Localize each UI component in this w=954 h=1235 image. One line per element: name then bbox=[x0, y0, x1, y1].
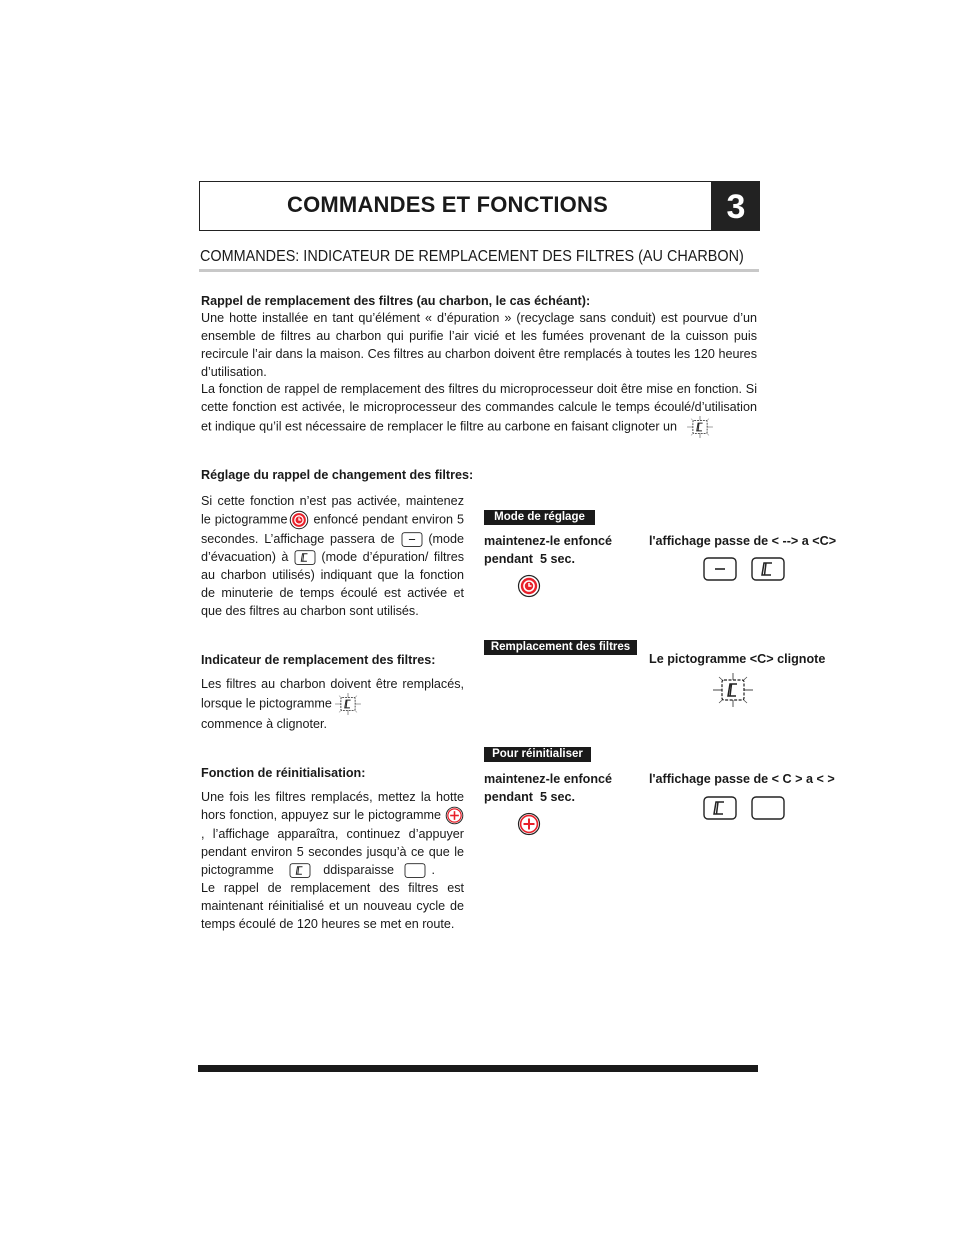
chapter-number: 3 bbox=[712, 181, 760, 231]
section3-text-b: , l’affichage apparaîtra, continuez d’appuyer pendant environ 5 secondes jusqu’à ce que le pictogramme bbox=[201, 827, 464, 878]
display-c-blinking-icon bbox=[687, 416, 713, 438]
display-c-icon bbox=[289, 863, 311, 878]
section2-body bbox=[201, 675, 464, 733]
display-empty-icon bbox=[751, 796, 785, 820]
intro-paragraph-1: Une hotte installée en tant qu’élément « d’épuration » (recyclage sans conduit) est pourvue d’un ensemble de filtres au charbon qui purifie l’air vicié et les fumées provenant de la cuisson puis recircule l’air dans la maison. Ces filtres au charbon doivent être remplacés à toutes les 120 heures d’utilisation. bbox=[201, 311, 757, 379]
intro-paragraph-2-text: La fonction de rappel de remplacement des filtres du microprocesseur doit être mise en fonction. Si cette fonction est activée, le microprocesseur des commandes calcule le temps écoulé/d’utilisation et indique qu’il est nécessaire de remplacer le filtre au carbone en faisant clignoter un bbox=[201, 382, 757, 434]
section-subtitle: COMMANDES: INDICATEUR DE REMPLACEMENT DES FILTRES (AU CHARBON) bbox=[200, 248, 744, 265]
section1-text-d: (mode d’épuration/ filtres au charbon utilisés) indiquant que la fonction de minuterie de temps écoulé est activée et que des filtres au charbon sont utilisés. bbox=[201, 550, 465, 618]
display-c-icon bbox=[703, 796, 737, 820]
section1-text-b: enfoncé pendant environ 5 secondes. L’affichage passera de bbox=[201, 512, 464, 546]
badge-mode-reglage: Mode de réglage bbox=[484, 510, 595, 525]
red-plus-button-icon[interactable] bbox=[517, 812, 541, 836]
red-clock-button-icon bbox=[289, 510, 309, 530]
badge-pour-reinitialiser: Pour réinitialiser bbox=[484, 747, 591, 762]
intro-heading: Rappel de remplacement des filtres (au charbon, le cas échéant): bbox=[201, 294, 591, 308]
section3-instruction: maintenez-le enfoncé pendant 5 sec. bbox=[484, 772, 613, 804]
red-plus-button-icon bbox=[445, 806, 464, 825]
section1-text-a: Si cette fonction n’est pas activée, maintenez le pictogramme bbox=[201, 494, 464, 527]
section3-text-e: Le rappel de remplacement des filtres est maintenant réinitialisé et un nouveau cycle de temps écoulé de 120 heures se met en route. bbox=[201, 881, 464, 932]
display-c-blinking-icon bbox=[335, 693, 361, 715]
section1-result: l'affichage passe de < --> a <C> bbox=[649, 534, 837, 548]
display-dash-icon bbox=[703, 557, 737, 581]
intro-paragraph-2 bbox=[201, 380, 757, 438]
bottom-rule bbox=[198, 1065, 758, 1072]
section3-text-a: Une fois les filtres remplacés, mettez la hotte hors fonction, appuyez sur le pictogramme bbox=[201, 790, 464, 822]
section2-text-b: commence à clignoter. bbox=[201, 717, 327, 731]
red-clock-button-icon[interactable] bbox=[517, 574, 541, 598]
section3-heading: Fonction de réinitialisation: bbox=[201, 766, 366, 780]
page-title: COMMANDES ET FONCTIONS bbox=[287, 192, 608, 217]
display-dash-icon bbox=[401, 532, 423, 547]
section3-text-d: . bbox=[431, 863, 436, 878]
badge-remplacement-filtres: Remplacement des filtres bbox=[484, 640, 637, 655]
section1-heading: Réglage du rappel de changement des filtres: bbox=[201, 468, 474, 482]
section2-text-a: Les filtres au charbon doivent être remplacés, lorsque le pictogramme bbox=[201, 677, 464, 711]
section3-text-c: ddisparaisse bbox=[323, 863, 395, 878]
section2-heading: Indicateur de remplacement des filtres: bbox=[201, 653, 436, 667]
display-empty-icon bbox=[404, 863, 426, 878]
display-c-blinking-icon bbox=[713, 673, 753, 707]
section1-instruction: maintenez-le enfoncé pendant 5 sec. bbox=[484, 534, 613, 566]
section3-body bbox=[201, 788, 464, 933]
section3-result: l'affichage passe de < C > a < > bbox=[649, 772, 835, 786]
section1-text-c: (mode d’évacuation) à bbox=[201, 532, 465, 564]
subtitle-rule bbox=[199, 269, 759, 272]
display-c-icon bbox=[751, 557, 785, 581]
display-c-icon bbox=[294, 550, 316, 565]
section2-result: Le pictogramme <C> clignote bbox=[649, 652, 826, 666]
section1-body bbox=[201, 492, 464, 620]
